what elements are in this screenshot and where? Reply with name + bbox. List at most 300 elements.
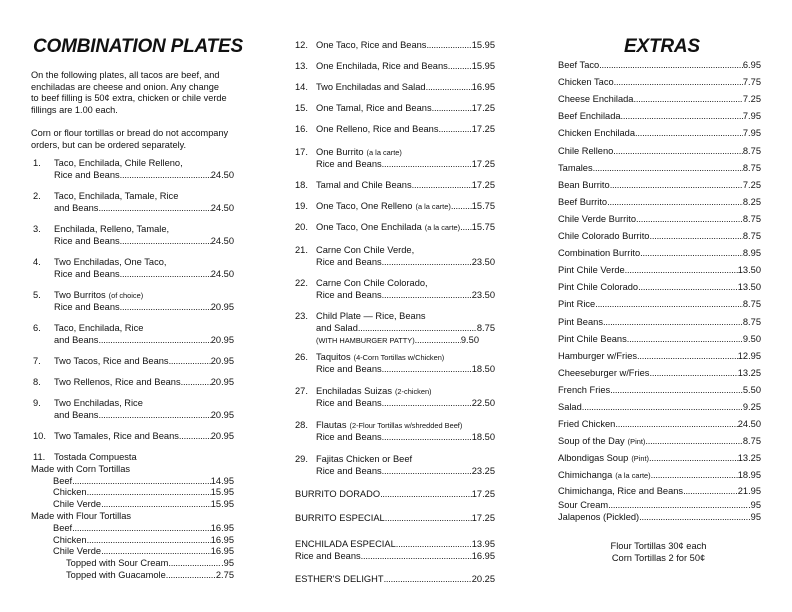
dot-leader: [382, 466, 472, 478]
item-price: 22.50: [471, 397, 495, 408]
dot-leader: [98, 203, 210, 215]
item-price: 7.95: [742, 111, 761, 122]
item-price: 8.25: [742, 196, 761, 207]
plate-number: 20.: [295, 222, 308, 232]
item-price: .95: [748, 499, 761, 510]
extra-item: [558, 402, 761, 414]
item-price: 16.95: [471, 82, 495, 92]
item-price: 15.75: [471, 222, 495, 232]
item-label: and Salad: [316, 322, 358, 333]
item-price: 20.95: [210, 301, 234, 312]
item-price: .95: [748, 511, 761, 522]
numbered-plate: [33, 398, 234, 422]
item-label: Taco, Enchilada, Chile Relleno,: [54, 158, 183, 168]
extra-line: [558, 77, 761, 89]
dot-leader: [593, 163, 743, 175]
item-label: Carne Con Chile Colorado,: [316, 278, 428, 288]
item-price: 17.25: [471, 513, 495, 523]
plate-name: [316, 386, 495, 398]
plate-price-line: [54, 410, 234, 422]
plate-text: [54, 377, 234, 389]
numbered-plate: [295, 61, 495, 73]
item-label: Fajitas Chicken or Beef: [316, 454, 413, 464]
dot-leader: [649, 368, 737, 380]
item-label: Chile Relleno: [558, 145, 614, 156]
dot-leader: [625, 265, 738, 277]
item-price: 8.75: [742, 436, 761, 447]
numbered-plate: [295, 103, 495, 115]
item-price: 18.50: [471, 431, 495, 442]
extra-item: [558, 351, 761, 363]
tostada-compuesta: [31, 452, 234, 582]
dot-leader: [166, 570, 216, 582]
numbered-plate: [33, 191, 234, 215]
dot-leader: [638, 282, 738, 294]
item-price: 8.75: [742, 299, 761, 310]
item-note: (Pint): [631, 454, 649, 464]
item-label: One Relleno, Rice and Beans: [316, 124, 439, 134]
item-label: Enchiladas Suizas: [316, 386, 392, 396]
extra-item: [558, 77, 761, 89]
plate-text: [316, 124, 495, 136]
plate-price-line: [54, 236, 234, 248]
dot-leader: [633, 94, 742, 106]
extra-line: [558, 385, 761, 397]
item-label: Rice and Beans: [54, 301, 120, 312]
tostada-topping: [66, 570, 234, 582]
plate-price-line: [54, 203, 234, 215]
item-label: Beef Burrito: [558, 196, 608, 207]
plate-price-line: [316, 40, 495, 52]
extra-line: [558, 180, 761, 192]
dot-leader: [380, 489, 472, 501]
item-price: 8.75: [742, 162, 761, 173]
plate-price-line: [54, 269, 234, 281]
item-label: One Enchilada, Rice and Beans: [316, 61, 448, 71]
dot-leader: [385, 513, 472, 525]
item-label: Rice and Beans: [54, 169, 120, 180]
plate-text: [316, 147, 495, 171]
item-label: Bean Burrito: [558, 179, 610, 190]
extra-item: [558, 453, 761, 465]
plate-number: 27.: [295, 386, 308, 396]
numbered-plate: [33, 257, 234, 281]
item-label: Pint Beans: [558, 316, 603, 327]
intro-line: enchiladas are cheese and onion. Any change: [31, 81, 219, 92]
numbered-plate: [33, 356, 234, 368]
plate-name: [316, 454, 495, 466]
numbered-plate: [295, 147, 495, 171]
extra-line: [558, 231, 761, 243]
numbered-plate: [295, 124, 495, 136]
item-note: (Pint): [627, 437, 646, 447]
item-price: 7.25: [742, 94, 761, 105]
item-label: and Beans: [54, 409, 99, 420]
dot-leader: [120, 236, 211, 248]
special-line: [295, 574, 495, 586]
note-line: orders, but can be ordered separately.: [31, 139, 187, 150]
flour-tortillas-label: Made with Flour Tortillas: [31, 510, 132, 521]
item-label: Pint Rice: [558, 299, 596, 310]
numbered-plate: [295, 245, 495, 269]
plate-name: [316, 352, 495, 364]
plate-price-line: [316, 180, 495, 192]
plate-number: 18.: [295, 180, 308, 190]
plate-text: [54, 158, 234, 182]
item-price: 9.25: [742, 402, 761, 412]
plate-name: [54, 323, 234, 335]
item-label: Topped with Guacamole: [66, 569, 166, 580]
numbered-plate: [295, 278, 495, 302]
plate-number: 10.: [33, 431, 46, 441]
item-price: 12.95: [737, 350, 761, 361]
plate-price-line: [54, 377, 234, 389]
item-price: 20.95: [210, 431, 234, 441]
item-label: Chile Colorado Burrito: [558, 231, 650, 241]
extra-line: [558, 486, 761, 498]
tostada-header: [31, 452, 234, 464]
plate-number: 16.: [295, 124, 308, 134]
item-price: 17.25: [471, 489, 495, 499]
plate-number: 8.: [33, 377, 41, 387]
item-price: 20.25: [471, 574, 495, 584]
item-label: Flautas: [316, 420, 347, 430]
plate-text: [316, 454, 495, 478]
dot-leader: [72, 476, 211, 488]
item-label: Rice and Beans: [316, 289, 382, 300]
item-price: 9.50: [742, 333, 761, 344]
extra-line: [558, 368, 761, 380]
plate-price-line: [54, 356, 234, 368]
item-label: One Tamal, Rice and Beans: [316, 103, 432, 113]
extra-item: [558, 214, 761, 226]
plate-number: 3.: [33, 224, 41, 234]
plate-text: [316, 103, 495, 115]
numbered-plate: [295, 201, 495, 213]
item-label: Tamal and Chile Beans: [316, 180, 412, 190]
dot-leader: [448, 61, 472, 73]
numbered-plate: [295, 222, 495, 234]
item-note: (of choice): [108, 291, 144, 300]
plate-name: [54, 257, 234, 269]
plate-number: 1.: [33, 158, 41, 168]
item-price: 13.95: [471, 539, 495, 549]
dot-leader: [412, 180, 472, 192]
dot-leader: [382, 159, 472, 171]
note-line: Corn or flour tortillas or bread do not accompany: [31, 128, 229, 138]
special-line: [295, 513, 495, 525]
dot-leader: [169, 356, 211, 368]
extra-item: [558, 385, 761, 397]
plate-text: [54, 431, 234, 443]
item-price: 8.75: [742, 213, 761, 224]
item-label: Cheeseburger w/Fries: [558, 367, 650, 378]
extra-line: [558, 436, 761, 448]
numbered-plate: [295, 454, 495, 478]
item-label: Rice and Beans: [316, 397, 382, 408]
item-label: Rice and Beans: [316, 363, 382, 374]
dot-leader: [683, 486, 738, 498]
plate-number: 26.: [295, 352, 308, 362]
item-price: 6.95: [742, 60, 761, 70]
dot-leader: [627, 334, 743, 346]
special-line: [295, 489, 495, 501]
extra-item: [558, 180, 761, 192]
dot-leader: [101, 499, 211, 511]
plate-text: [316, 40, 495, 52]
item-label: Chile Verde Burrito: [558, 213, 637, 224]
extra-item: [558, 470, 761, 482]
item-label: One Taco, Rice and Beans: [316, 40, 427, 50]
item-note: (a la carte): [415, 202, 451, 211]
item-label: Chile Verde: [53, 546, 102, 557]
dot-leader: [358, 323, 477, 335]
item-price: 20.95: [210, 334, 234, 345]
item-label: Chicken: [53, 487, 87, 498]
item-label: Two Enchiladas, Rice: [54, 398, 143, 408]
extra-item: [558, 486, 761, 498]
item-price: 7.95: [742, 128, 761, 139]
dot-leader: [98, 410, 210, 422]
extra-item: [558, 419, 761, 431]
extra-line: [558, 94, 761, 106]
item-label: Albondigas Soup: [558, 453, 629, 464]
dot-leader: [651, 470, 738, 482]
item-label: Carne Con Chile Verde,: [316, 245, 415, 255]
extra-line: [558, 197, 761, 209]
tortilla-prices: [556, 540, 761, 564]
plate-text: [316, 245, 495, 269]
plate-text: [54, 356, 234, 368]
plate-text: [54, 323, 234, 347]
dot-leader: [613, 146, 743, 158]
plate-number: 17.: [295, 147, 308, 157]
extra-item: [558, 282, 761, 294]
plate-text: [316, 82, 495, 94]
dot-leader: [439, 124, 472, 136]
item-price: 16.95: [471, 550, 495, 561]
extra-item: [558, 265, 761, 277]
item-note: (WITH HAMBURGER PATTY): [316, 335, 415, 345]
item-label: Enchilada, Relleno, Tamale,: [54, 224, 170, 234]
item-label: Rice and Beans: [316, 465, 382, 476]
item-price: 23.25: [471, 465, 495, 476]
plate-name: [316, 245, 495, 257]
extra-line: [558, 111, 761, 123]
intro-line: On the following plates, all tacos are beef, and: [31, 70, 220, 80]
dot-leader: [621, 111, 743, 123]
extra-line: [558, 334, 761, 346]
dot-leader: [460, 222, 472, 234]
plate-price-line: [54, 302, 234, 314]
item-label: Rice and Beans: [316, 256, 382, 267]
dot-leader: [382, 398, 472, 410]
item-label: One Burrito: [316, 147, 364, 157]
item-price: 17.25: [471, 103, 495, 113]
plate-text: [54, 257, 234, 281]
item-price: 15.75: [471, 201, 495, 211]
item-price: 17.25: [471, 124, 495, 134]
child-plate: [295, 311, 495, 346]
tostada-option: [53, 487, 234, 499]
plate-number: 2.: [33, 191, 41, 201]
dot-leader: [608, 500, 748, 512]
dot-leader: [72, 523, 211, 535]
plate-text: [54, 290, 234, 314]
numbered-plate: [33, 377, 234, 389]
corn-tortilla-price: Corn Tortillas 2 for 50¢: [611, 553, 706, 563]
item-price: 17.25: [471, 158, 495, 169]
item-price: 13.50: [737, 282, 761, 293]
dot-leader: [382, 432, 472, 444]
item-label: Rice and Beans: [295, 550, 361, 561]
plate-name: Tostada Compuesta: [54, 452, 137, 462]
item-price: 5.50: [742, 384, 761, 395]
extra-line: [558, 146, 761, 158]
tortilla-note: [31, 128, 246, 151]
item-price: 8.75: [476, 322, 495, 333]
item-price: 17.25: [471, 180, 495, 190]
dot-leader: [639, 512, 748, 524]
dot-leader: [610, 385, 743, 397]
esthers-delight: [295, 574, 495, 586]
item-price: 16.95: [210, 522, 234, 533]
item-label: Chicken Taco: [558, 77, 614, 88]
dot-leader: [649, 231, 742, 243]
plate-number: 22.: [295, 278, 308, 288]
item-price: 8.75: [742, 145, 761, 156]
item-label: Hamburger w/Fries: [558, 350, 638, 361]
item-label: Jalapenos (Pickled): [558, 511, 640, 522]
extra-item: [558, 197, 761, 209]
dot-leader: [382, 364, 472, 376]
intro-line: to beef filling is 50¢ extra, chicken or chile verde: [31, 93, 227, 104]
item-label: ENCHILADA ESPECIAL: [295, 539, 396, 549]
plate-price-line: [316, 364, 495, 376]
item-price: 20.95: [210, 377, 234, 387]
item-label: Two Burritos: [54, 290, 106, 300]
plate-number: 23.: [295, 311, 308, 321]
extra-line: [558, 317, 761, 329]
dot-leader: [415, 335, 461, 347]
item-price: 8.95: [742, 248, 761, 259]
item-label: Combination Burrito: [558, 248, 641, 259]
tostada-option: [53, 499, 234, 511]
plate-name: [316, 278, 495, 290]
plate-text: [316, 420, 495, 444]
corn-tortillas-label: Made with Corn Tortillas: [31, 463, 131, 474]
extra-line: [558, 282, 761, 294]
dot-leader: [384, 574, 472, 586]
plate-number: 19.: [295, 201, 308, 211]
plate-number: 6.: [33, 323, 41, 333]
plate-price-line: [316, 201, 495, 213]
extra-line: [558, 500, 761, 512]
item-price: 16.95: [210, 534, 234, 545]
plate-text: [316, 201, 495, 213]
item-label: Two Enchiladas and Salad: [316, 82, 426, 92]
plate-price-line: [316, 61, 495, 73]
dot-leader: [640, 248, 743, 260]
item-label: Salad: [558, 402, 582, 412]
plate-price-line: [316, 290, 495, 302]
extra-item: [558, 94, 761, 106]
plate-number: 14.: [295, 82, 308, 92]
enchilada-especial: [295, 539, 495, 563]
item-price: 24.50: [210, 268, 234, 279]
plate-price-line: [316, 323, 495, 335]
plate-price-line: [316, 257, 495, 269]
extra-item: [558, 500, 761, 512]
flour-tortilla-price: Flour Tortillas 30¢ each: [610, 541, 707, 551]
item-price: 8.75: [742, 316, 761, 327]
numbered-plate: [33, 158, 234, 182]
item-label: Chile Verde: [53, 499, 102, 510]
item-note: (2-chicken): [394, 387, 432, 396]
plate-price-line: [316, 466, 495, 478]
special-line: [295, 551, 495, 563]
extra-item: [558, 128, 761, 140]
dot-leader: [98, 335, 210, 347]
dot-leader: [637, 351, 738, 363]
item-price: 20.95: [210, 356, 234, 366]
item-label: and Beans: [54, 202, 99, 213]
plate-name: [316, 311, 495, 323]
dot-leader: [361, 551, 472, 563]
tostada-topping: [66, 558, 234, 570]
item-label: Tamales: [558, 162, 593, 173]
extra-item: [558, 111, 761, 123]
item-label: Pint Chile Colorado: [558, 282, 639, 293]
numbered-plate: [295, 386, 495, 410]
dot-leader: [120, 170, 211, 182]
dot-leader: [382, 290, 472, 302]
dot-leader: [382, 257, 472, 269]
numbered-plate: [295, 420, 495, 444]
extra-item: [558, 436, 761, 448]
item-price: 14.95: [210, 475, 234, 486]
item-label: Taco, Enchilada, Rice: [54, 323, 144, 333]
plate-name: [316, 147, 495, 159]
extra-line: [558, 265, 761, 277]
item-price: 20.95: [210, 409, 234, 420]
item-label: Chimichanga: [558, 470, 613, 481]
dot-leader: [451, 201, 472, 213]
tostada-option: [53, 476, 234, 488]
extra-line: [558, 214, 761, 226]
item-price: 2.75: [215, 569, 234, 580]
extra-item: [558, 248, 761, 260]
plate-name: [54, 398, 234, 410]
extra-line: [558, 248, 761, 260]
tostada-option: [53, 535, 234, 547]
item-label: Taquitos: [316, 352, 351, 362]
item-label: Fried Chicken: [558, 419, 616, 430]
item-price: 23.50: [471, 289, 495, 300]
item-price: 15.95: [210, 487, 234, 498]
item-price: 24.50: [210, 202, 234, 213]
plate-text: [54, 224, 234, 248]
item-price: 7.25: [742, 179, 761, 190]
special-line: [295, 539, 495, 551]
numbered-plate: [295, 82, 495, 94]
plate-number: 15.: [295, 103, 308, 113]
extra-line: [558, 402, 761, 414]
dot-leader: [636, 214, 743, 226]
item-label: Beef Taco: [558, 60, 600, 70]
item-note: (a la carte): [424, 223, 461, 232]
dot-leader: [179, 431, 211, 443]
